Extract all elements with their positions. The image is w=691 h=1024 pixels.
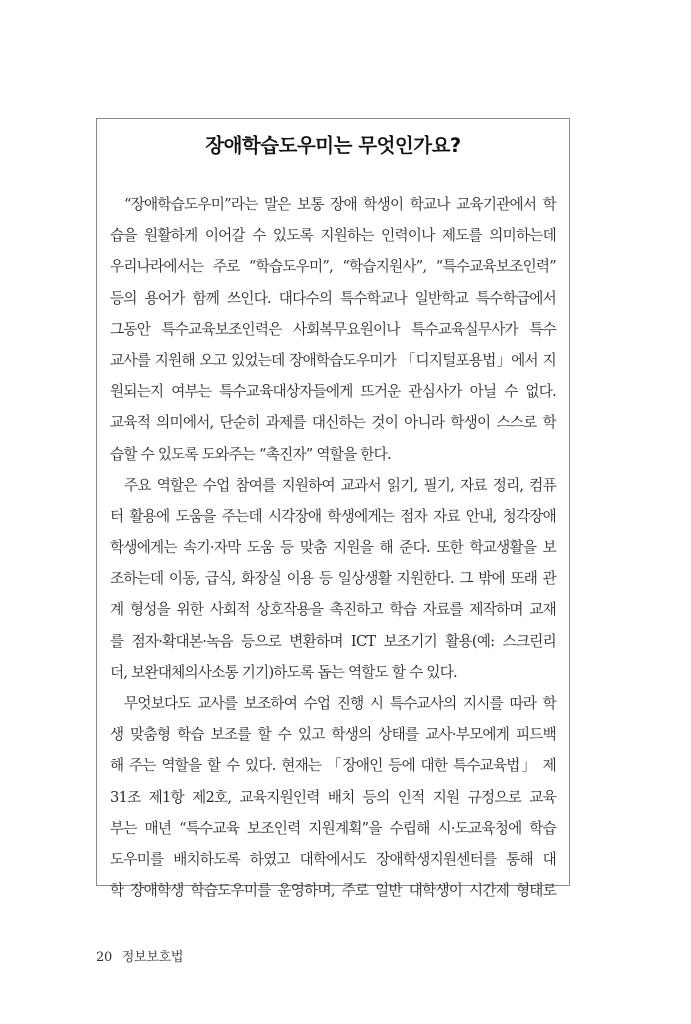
page-number: 20 <box>96 950 112 965</box>
running-title: 정보보호법 <box>121 950 184 965</box>
text-line: 도우미를 배치하도록 하였고 대학에서도 장애학생지원센터를 통해 대 <box>110 850 556 868</box>
page-footer <box>96 946 183 965</box>
box-body <box>110 189 556 906</box>
text-line: 31조 제1항 제2호, 교육지원인력 배치 등의 인적 지원 규정으로 교육 <box>110 788 556 806</box>
text-line: “장애학습도우미”라는 말은 보통 장애 학생이 학교나 교육기관에서 학 <box>124 196 556 213</box>
text-line: 주요 역할은 수업 참여를 지원하여 교과서 읽기, 필기, 자료 정리, 컴퓨 <box>124 476 556 494</box>
text-line: 더, 보완대체의사소통 기기)하도록 돕는 역할도 할 수 있다. <box>110 663 457 681</box>
text-line: 교육적 의미에서, 단순히 과제를 대신하는 것이 아니라 학생이 스스로 학 <box>110 414 556 432</box>
text-line: 우리나라에서는 주로 “학습도우미”, “학습지원사”, “특수교육보조인력” <box>110 258 556 276</box>
text-line: 계 형성을 위한 사회적 상호작용을 촉진하고 학습 자료를 제작하며 교재 <box>110 601 556 619</box>
text-line: 원되는지 여부는 특수교육대상자들에게 뜨거운 관심사가 아닐 수 없다. <box>110 383 556 401</box>
text-line: 조하는데 이동, 급식, 화장실 이용 등 일상생활 지원한다. 그 밖에 또래 관 <box>110 570 556 588</box>
text-line: 습을 원활하게 이어갈 수 있도록 지원하는 인력이나 제도를 의미하는데 <box>110 227 556 245</box>
text-line: 해 주는 역할을 할 수 있다. 현재는 「장애인 등에 대한 특수교육법」 제 <box>110 757 556 775</box>
text-line: 생 맞춤형 학습 보조를 할 수 있고 학생의 상태를 교사·부모에게 피드백 <box>110 726 556 744</box>
text-line: 무엇보다도 교사를 보조하여 수업 진행 시 특수교사의 지시를 따라 학 <box>124 695 556 712</box>
box-title: 장애학습도우미는 무엇인가요? <box>205 134 461 157</box>
text-line: 를 점자·확대본·녹음 등으로 변환하며 ICT 보조기기 활용(예: 스크린리 <box>110 632 556 650</box>
text-line: 부는 매년 “특수교육 보조인력 지원계획”을 수립해 시·도교육청에 학습 <box>110 819 556 837</box>
text-line: 습할 수 있도록 도와주는 “촉진자” 역할을 한다. <box>110 445 391 463</box>
text-line: 터 활용에 도움을 주는데 시각장애 학생에게는 점자 자료 안내, 청각장애 <box>110 507 556 525</box>
sidebar-box <box>96 118 570 900</box>
text-line: 학생에게는 속기·자막 도움 등 맞춤 지원을 해 준다. 또한 학교생활을 보 <box>110 539 556 557</box>
text-line: 교사를 지원해 오고 있었는데 장애학습도우미가 「디지털포용법」에서 지 <box>110 351 556 369</box>
text-line: 학 장애학생 학습도우미를 운영하며, 주로 일반 대학생이 시간제 형태로 <box>110 882 556 900</box>
text-line: 등의 용어가 함께 쓰인다. 대다수의 특수학교나 일반학교 특수학급에서 <box>110 289 556 307</box>
text-line: 그동안 특수교육보조인력은 사회복무요원이나 특수교육실무사가 특수 <box>110 320 556 338</box>
